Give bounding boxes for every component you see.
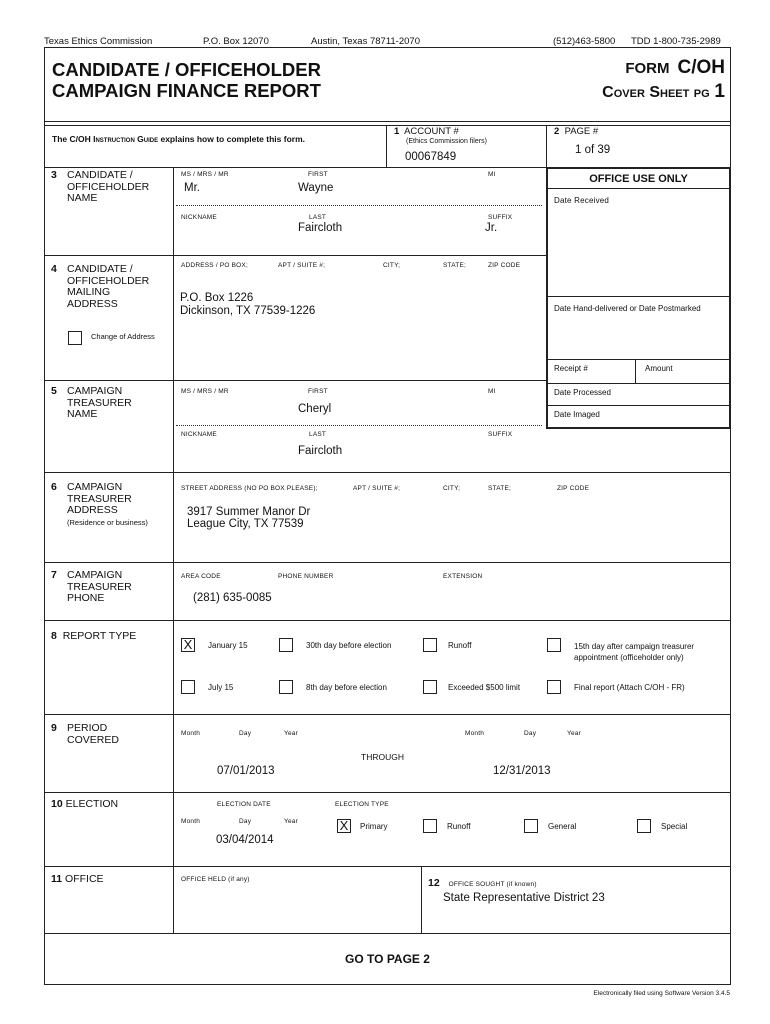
exceeded-checkbox[interactable] <box>423 680 437 694</box>
s3-last-value: Faircloth <box>298 222 343 234</box>
s6-label: 6 CAMPAIGN TREASURER ADDRESS (Residence or business) <box>51 481 148 527</box>
dotted-line <box>176 205 542 206</box>
divider <box>44 792 731 793</box>
go-to-page-2: GO TO PAGE 2 <box>345 952 430 966</box>
s7-ext-header: EXTENSION <box>443 573 483 580</box>
runoff-election-label: Runoff <box>447 822 471 831</box>
date-processed-label: Date Processed <box>554 388 611 397</box>
divider <box>546 296 731 297</box>
agency-tdd: TDD 1-800-735-2989 <box>631 36 721 47</box>
s12-label: 12 OFFICE SOUGHT (if known) <box>428 877 537 889</box>
s5-last-header: LAST <box>309 431 327 438</box>
amount-label: Amount <box>645 364 673 373</box>
s6-state-header: STATE; <box>488 485 511 492</box>
change-of-address-label: Change of Address <box>91 332 155 341</box>
s4-zip-header: ZIP CODE <box>488 262 521 269</box>
s7-label: 7 CAMPAIGN TREASURER PHONE <box>51 569 132 604</box>
s6-city-header: CITY; <box>443 485 461 492</box>
divider <box>546 125 547 168</box>
s10-day: Day <box>239 818 252 825</box>
cover-sheet-label: Cover Sheet pg <box>602 84 710 101</box>
day30-checkbox[interactable] <box>279 638 293 652</box>
divider <box>44 714 731 715</box>
general-label: General <box>548 822 577 831</box>
s11-label: 11 OFFICE <box>51 873 104 885</box>
s6-address-value: 3917 Summer Manor Dr League City, TX 77539 <box>187 506 311 530</box>
divider <box>546 405 731 406</box>
s7-phone-value: (281) 635-0085 <box>193 592 272 604</box>
period-from: 07/01/2013 <box>217 765 275 777</box>
s3-label: 3 CANDIDATE / OFFICEHOLDER NAME <box>51 169 150 204</box>
s5-last-value: Faircloth <box>298 445 343 457</box>
divider <box>546 359 731 360</box>
s7-area-header: AREA CODE <box>181 573 221 580</box>
runoff-election-checkbox[interactable] <box>423 819 437 833</box>
divider <box>44 121 731 122</box>
office-sought-value: State Representative District 23 <box>443 892 605 904</box>
change-of-address-checkbox[interactable] <box>68 331 82 345</box>
form-title <box>52 59 321 101</box>
software-version: Electronically filed using Software Version 3.4.5 <box>593 990 730 997</box>
divider <box>421 866 422 933</box>
jan15-checkbox[interactable]: X <box>181 638 195 652</box>
s3-nickname-header: NICKNAME <box>181 214 217 221</box>
exceeded-label: Exceeded $500 limit <box>448 683 521 692</box>
period-to: 12/31/2013 <box>493 765 551 777</box>
final-label: Final report (Attach C/OH - FR) <box>574 683 685 692</box>
divider <box>546 188 731 189</box>
dotted-line <box>176 425 542 426</box>
divider <box>44 472 731 473</box>
runoff-report-checkbox[interactable] <box>423 638 437 652</box>
divider <box>44 380 546 381</box>
election-type-header: ELECTION TYPE <box>335 801 389 808</box>
form-word: FORM <box>625 60 670 77</box>
day30-label: 30th day before election <box>306 641 392 650</box>
s3-first-header: FIRST <box>308 171 328 178</box>
page-label: 2 PAGE # <box>554 126 599 137</box>
receipt-label: Receipt # <box>554 364 588 373</box>
s9-label: 9 PERIOD COVERED <box>51 722 119 746</box>
s4-address-value: P.O. Box 1226 Dickinson, TX 77539-1226 <box>180 292 316 317</box>
primary-label: Primary <box>360 822 388 831</box>
jul15-label: July 15 <box>208 683 234 692</box>
divider <box>546 383 731 384</box>
day8-label: 8th day before election <box>306 683 387 692</box>
s4-address-header: ADDRESS / PO BOX; <box>181 262 248 269</box>
title-line-2: CAMPAIGN FINANCE REPORT <box>52 80 321 101</box>
form-code-block <box>602 57 725 103</box>
jan15-label: January 15 <box>208 641 248 650</box>
s3-mi-header: MI <box>488 171 496 178</box>
agency-city: Austin, Texas 78711-2070 <box>311 36 420 47</box>
s6-zip-header: ZIP CODE <box>557 485 590 492</box>
s3-suffix-header: SUFFIX <box>488 214 513 221</box>
divider <box>386 125 387 168</box>
s9-day-to: Day <box>524 730 537 737</box>
s9-year-to: Year <box>567 730 581 737</box>
date-hand-label: Date Hand-delivered or Date Postmarked <box>554 304 701 313</box>
s5-nickname-header: NICKNAME <box>181 431 217 438</box>
account-sub: (Ethics Commission filers) <box>406 138 487 145</box>
s10-year: Year <box>284 818 298 825</box>
s8-label: 8 REPORT TYPE <box>51 630 137 642</box>
special-label: Special <box>661 822 688 831</box>
s10-month: Month <box>181 818 201 825</box>
s4-apt-header: APT / SUITE #; <box>278 262 326 269</box>
s3-suffix-value: Jr. <box>485 222 498 234</box>
s5-mi-header: MI <box>488 388 496 395</box>
s5-first-header: FIRST <box>308 388 328 395</box>
s7-phone-header: PHONE NUMBER <box>278 573 334 580</box>
divider <box>635 359 636 383</box>
s5-first-value: Cheryl <box>298 403 332 415</box>
s4-state-header: STATE; <box>443 262 466 269</box>
s3-last-header: LAST <box>309 214 327 221</box>
through-label: THROUGH <box>361 752 404 762</box>
day8-checkbox[interactable] <box>279 680 293 694</box>
day15-checkbox[interactable] <box>547 638 561 652</box>
divider <box>44 866 731 867</box>
divider <box>44 125 731 126</box>
office-held-header: OFFICE HELD (if any) <box>181 876 250 883</box>
s6-street-header: STREET ADDRESS (NO PO BOX PLEASE); <box>181 485 318 492</box>
page-number: 1 of 39 <box>575 144 611 156</box>
divider <box>173 167 174 933</box>
instruction-guide: Instruction Guide <box>93 134 159 144</box>
runoff-report-label: Runoff <box>448 641 472 650</box>
s4-city-header: CITY; <box>383 262 401 269</box>
s5-suffix-header: SUFFIX <box>488 431 513 438</box>
s6-apt-header: APT / SUITE #; <box>353 485 401 492</box>
cover-page-num: 1 <box>714 81 725 102</box>
special-checkbox[interactable] <box>637 819 651 833</box>
form-code: C/OH <box>677 57 725 78</box>
day15-label: 15th day after campaign treasurer appointment (officeholder only) <box>574 642 695 662</box>
s9-month-to: Month <box>465 730 485 737</box>
s9-year-from: Year <box>284 730 298 737</box>
account-number: 00067849 <box>405 151 457 163</box>
divider <box>44 255 546 256</box>
divider <box>44 933 731 934</box>
date-imaged-label: Date Imaged <box>554 410 600 419</box>
s3-ms-value: Mr. <box>184 182 200 194</box>
primary-checkbox[interactable]: X <box>337 819 351 833</box>
divider <box>44 167 546 168</box>
office-use-title: OFFICE USE ONLY <box>589 173 688 185</box>
agency-phone: (512)463-5800 <box>553 36 616 47</box>
account-label: 1 ACCOUNT # <box>394 126 459 137</box>
s9-month-from: Month <box>181 730 201 737</box>
agency-name: Texas Ethics Commission <box>44 36 153 47</box>
s5-ms-header: MS / MRS / MR <box>181 388 229 395</box>
s5-label: 5 CAMPAIGN TREASURER NAME <box>51 385 132 420</box>
s3-ms-header: MS / MRS / MR <box>181 171 229 178</box>
s6-sub: (Residence or business) <box>67 517 148 527</box>
instruction-text: The C/OH Instruction Guide explains how to complete this form. <box>52 134 305 144</box>
title-line-1: CANDIDATE / OFFICEHOLDER <box>52 59 321 80</box>
s10-label: 10 ELECTION <box>51 798 119 810</box>
s9-day-from: Day <box>239 730 252 737</box>
s4-label: 4 CANDIDATE / OFFICEHOLDER MAILING ADDRESS <box>51 263 150 310</box>
final-checkbox[interactable] <box>547 680 561 694</box>
election-date-header: ELECTION DATE <box>217 801 271 808</box>
po-box: P.O. Box 12070 <box>203 36 269 47</box>
divider <box>44 562 731 563</box>
election-date-value: 03/04/2014 <box>216 834 274 846</box>
date-received-label: Date Received <box>554 196 610 205</box>
divider <box>44 620 731 621</box>
jul15-checkbox[interactable] <box>181 680 195 694</box>
s3-first-value: Wayne <box>298 182 334 194</box>
general-checkbox[interactable] <box>524 819 538 833</box>
